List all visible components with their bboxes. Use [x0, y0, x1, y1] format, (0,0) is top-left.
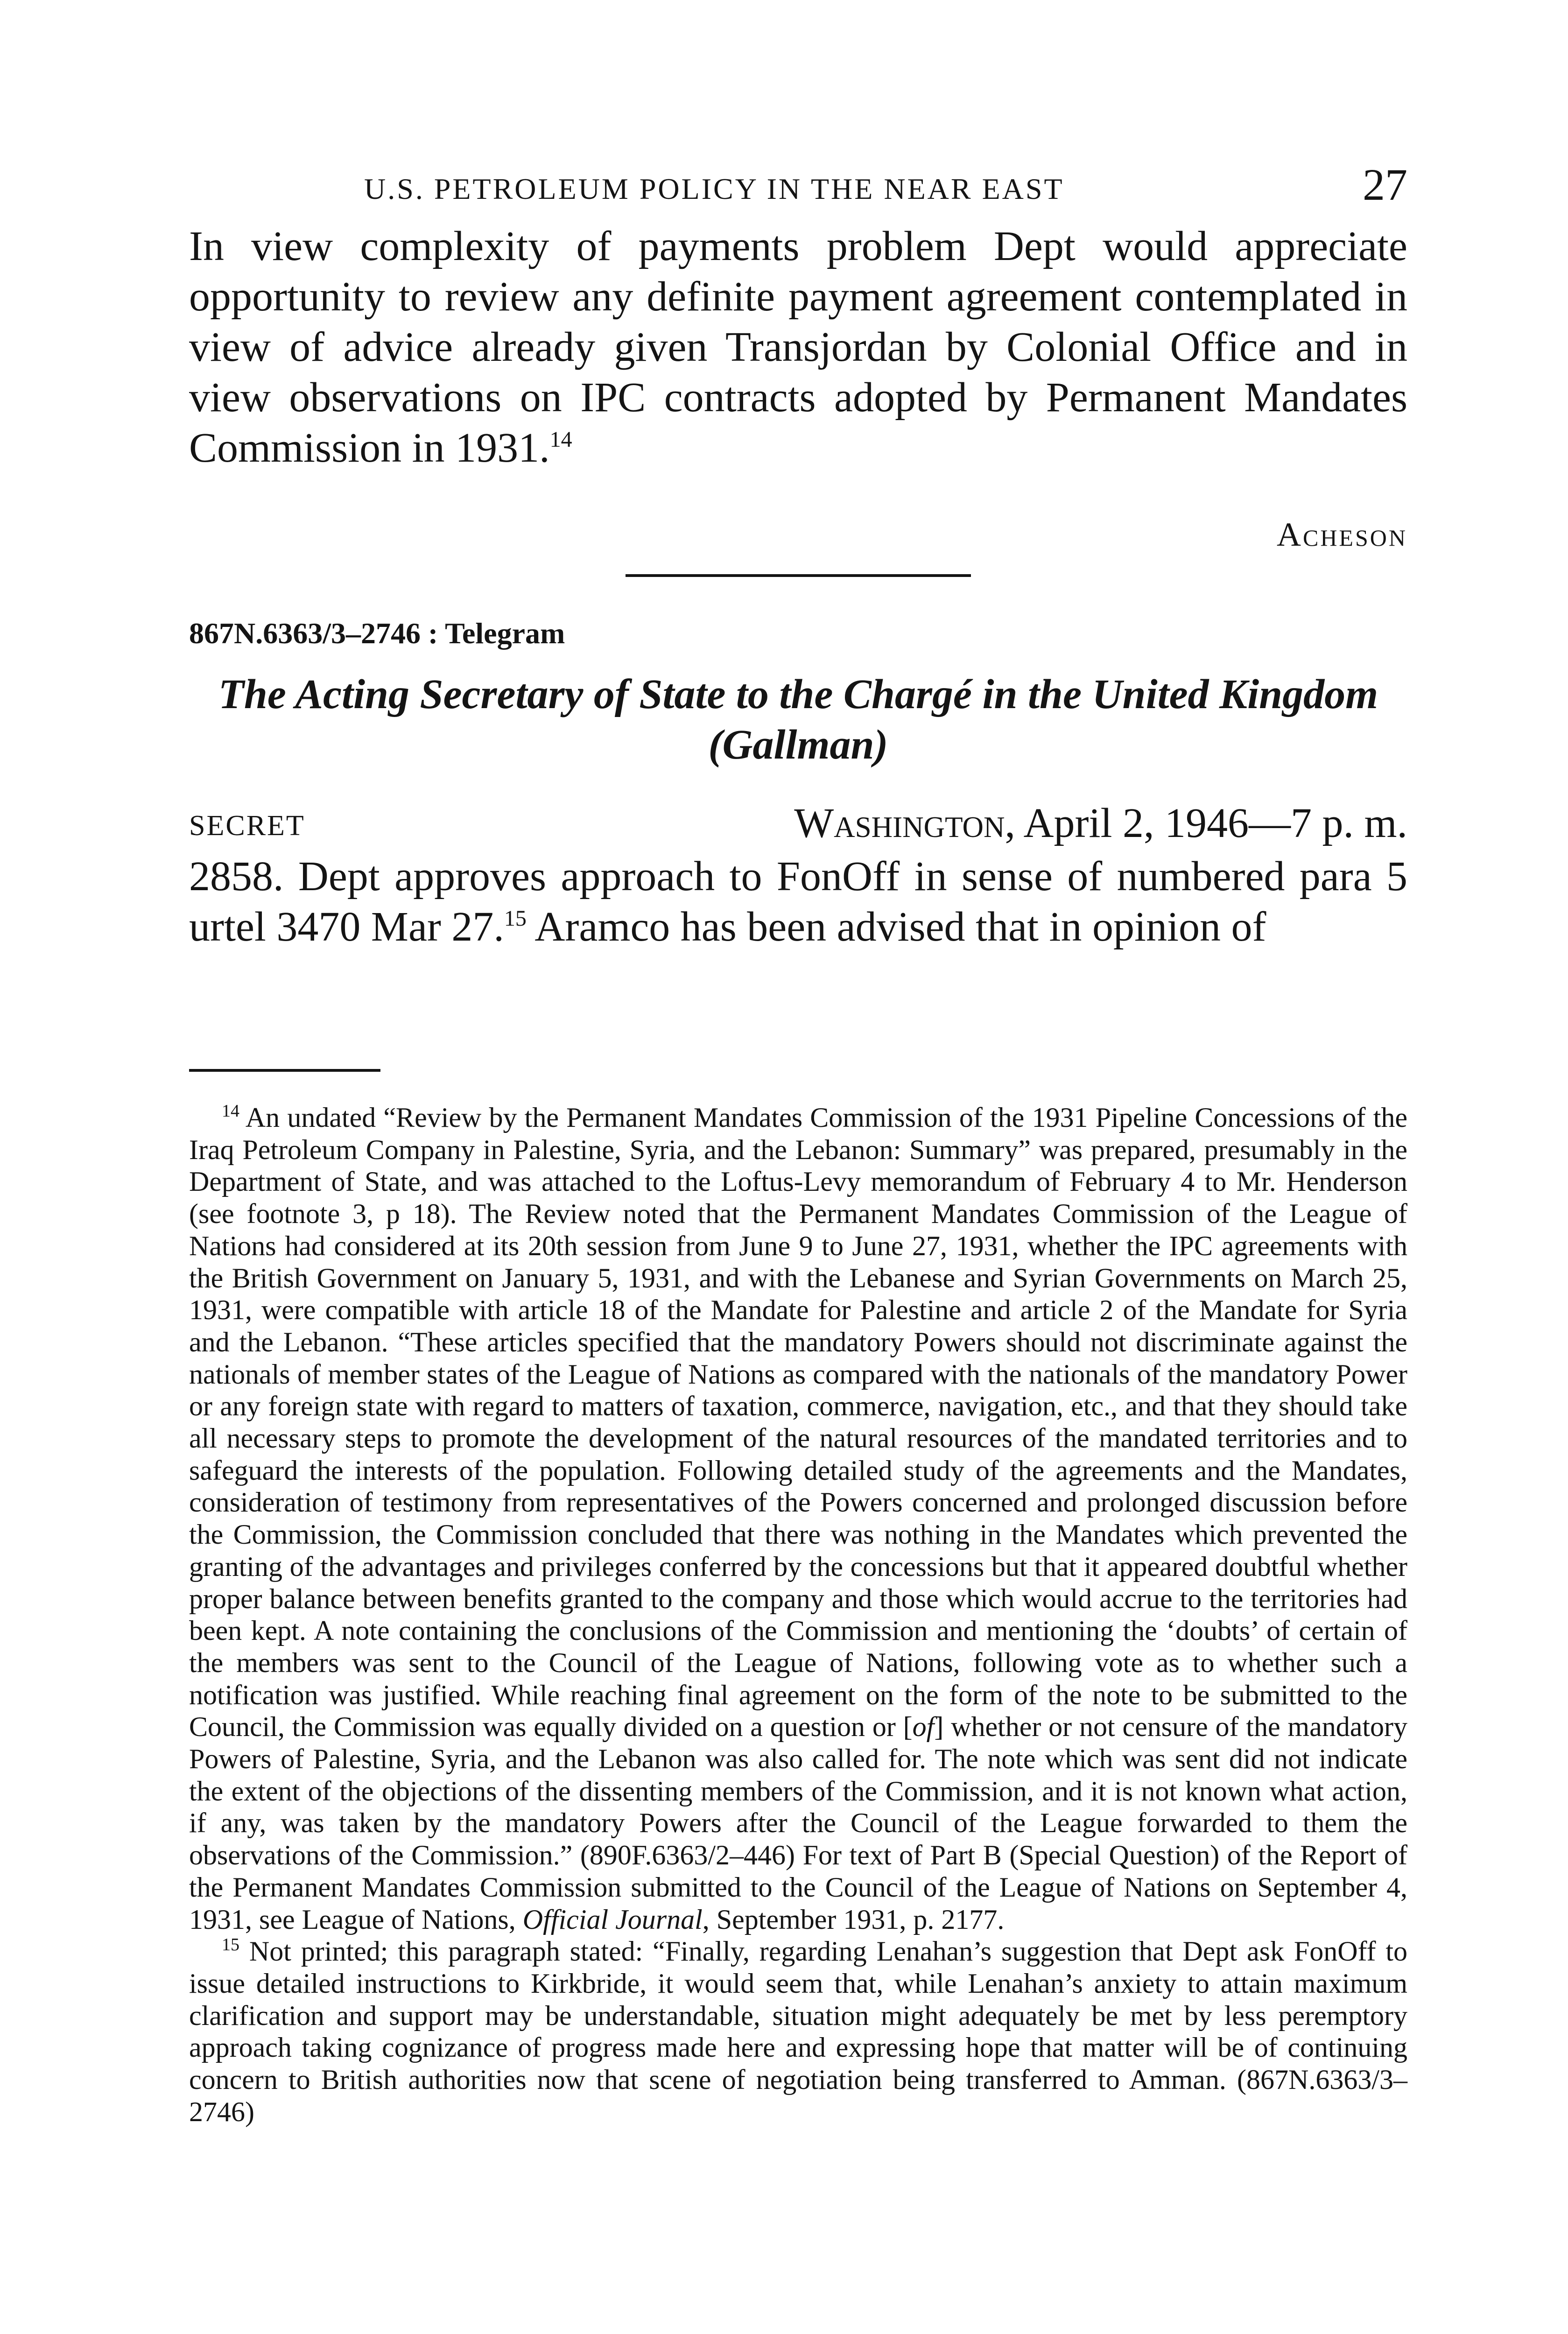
footnote-14-italic-insert: of: [912, 1711, 935, 1743]
page-number: 27: [1363, 160, 1407, 210]
footnotes-section: [189, 1102, 1407, 2128]
footnote-14-text-part1: An undated “Review by the Permanent Mandates Commission of the 1931 Pipeline Concessions of the Iraq Petroleum Company in Palestine, Syria, and the Lebanon: Summary” was prepared, presumably in the Department of State, and was attached to the Loftus-Levy memorandum of February 4 to Mr. Henderson (see footnote 3, p 18). The Review noted that the Permanent Mandates Commission of the League of Nations had considered at its 20th session from June 9 to June 27, 1931, whether the IPC agreements with the British Government on January 5, 1931, and with the Lebanese and Syrian Governments on March 25, 1931, were compatible with article 18 of the Mandate for Palestine and article 2 of the Mandate for Syria and the Lebanon. “These articles specified that the mandatory Powers should not discriminate against the nationals of member states of the League of Nations as compared with the nationals of the mandatory Power or any foreign state with regard to matters of taxation, commerce, navigation, etc., and that they should take all necessary steps to promote the development of the natural resources of the mandated territories and to safeguard the interests of the population. Following detailed study of the agreements and the Mandates, consideration of testimony from representatives of the Powers concerned and prolonged discussion before the Commission, the Commission concluded that there was nothing in the Mandates which prevented the granting of the advantages and privileges conferred by the concessions but that it appeared doubtful whether proper balance between benefits granted to the company and those which would accrue to the territories had been kept. A note containing the conclusions of the Commission and mentioning the ‘doubts’ of certain of the members was sent to the Council of the League of Nations, following vote as to whether such a notification was justified. While reaching final agreement on the form of the note to be submitted to the Council, the Commission was equally divided on a question or [: [189, 1102, 1407, 1743]
footnote-reference-14[interactable]: 14: [549, 427, 572, 452]
telegram-body-part2: Aramco has been advised that in opinion of: [526, 904, 1266, 950]
footnote-14-text-part3: , September 1931, p. 2177.: [702, 1904, 1005, 1935]
telegram-body-part1: 2858. Dept approves approach to FonOff in sense of numbered para 5 urtel 3470 Mar 27.: [189, 853, 1407, 950]
running-header: [189, 159, 1407, 215]
footnote-separator: [189, 1069, 380, 1072]
footnote-marker-14: 14: [222, 1101, 239, 1121]
closing-paragraph: [189, 221, 1407, 473]
closing-paragraph-text: In view complexity of payments problem Dept would appreciate opportunity to review any definite payment agreement contemplated in view of advice already given Transjordan by Colonial Office and in view observations on IPC contracts adopted by Permanent Mandates Commission in 1931.: [189, 223, 1407, 471]
telegram-body: [189, 851, 1407, 952]
dateline-date: , April 2, 1946—7 p. m.: [1005, 800, 1407, 846]
document-page: [189, 159, 1407, 2128]
footnote-14-text-part2: ] whether or not censure of the mandatory Powers of Palestine, Syria, and the Lebanon was also called for. The note which was sent did not indicate the extent of the objections of the dissenting members of the Commission, and it is not known what action, if any, was taken by the mandatory Powers after the Council of the League forwarded to them the observations of the Commission.” (890F.6363/2–446) For text of Part B (Special Question) of the Report of the Permanent Mandates Commission submitted to the Council of the League of Nations on September 4, 1931, see League of Nations,: [189, 1711, 1408, 1935]
footnote-14: [189, 1102, 1407, 1935]
classification-label: SECRET: [189, 810, 305, 842]
running-title: U.S. PETROLEUM POLICY IN THE NEAR EAST: [364, 172, 1064, 205]
document-file-number: 867N.6363/3–2746 : Telegram: [189, 617, 565, 650]
document-separator: [626, 574, 971, 577]
footnote-reference-15[interactable]: 15: [504, 906, 527, 931]
footnote-15-text: Not printed; this paragraph stated: “Finally, regarding Lenahan’s suggestion that Dept ask FonOff to issue detailed instructions to Kirkbride, it would seem that, while Lenahan’s anxiety to attain maximum clarification and support may be understandable, situation might adequately be met by less peremptory approach taking cognizance of progress made here and expressing hope that matter will be of continuing concern to British authorities now that scene of negotiation being transferred to Amman. (867N.6363/3–2746): [189, 1936, 1407, 2127]
footnote-marker-15: 15: [222, 1935, 239, 1955]
document-title-line: The Acting Secretary of State to the Chargé in the United Kingdom: [218, 671, 1378, 717]
document-recipient-name: (Gallman): [708, 722, 888, 768]
dateline-place: Washington: [794, 800, 1005, 846]
document-title: [189, 669, 1407, 770]
footnote-15: [189, 1935, 1407, 2128]
dateline: [794, 799, 1407, 847]
dateline-row: [189, 799, 1407, 851]
footnote-14-journal-title: Official Journal: [522, 1904, 703, 1935]
signature: Acheson: [1276, 516, 1407, 553]
